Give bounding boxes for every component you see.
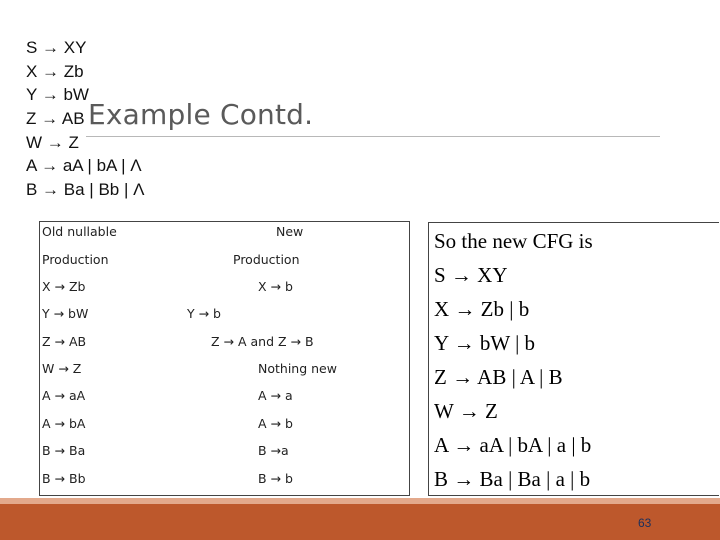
table-header-old-line2: Production xyxy=(42,252,109,267)
table-cell-old: B → Ba xyxy=(42,443,86,458)
table-cell-new: Nothing new xyxy=(258,361,337,376)
original-grammar xyxy=(26,36,144,202)
new-cfg-rule: A → aA | bA | a | b xyxy=(434,433,592,457)
new-cfg-box xyxy=(428,222,719,496)
new-cfg-rule: X → Zb | b xyxy=(434,297,530,321)
table-header-new-line1: New xyxy=(276,224,304,239)
table-cell-old: A → bA xyxy=(42,416,86,431)
new-cfg-rule: Z → AB | A | B xyxy=(434,365,563,389)
grammar-rule: S → XY xyxy=(26,38,87,57)
table-cell-new: B → b xyxy=(258,471,293,486)
table-cell-new: A → b xyxy=(258,416,293,431)
table-header-new-line2: Production xyxy=(233,252,300,267)
new-cfg-rule: S → XY xyxy=(434,263,508,287)
page-number: 63 xyxy=(638,516,652,530)
footer-bar xyxy=(0,504,720,540)
title-underline xyxy=(86,136,660,137)
grammar-rule: A → aA | bA | Λ xyxy=(26,156,142,176)
new-cfg-rule: Y → bW | b xyxy=(434,331,536,355)
table-cell-old: Y → bW xyxy=(42,306,89,321)
slide-title: Example Contd. xyxy=(88,98,314,131)
table-cell-new: B →a xyxy=(258,443,289,458)
table-cell-old: B → Bb xyxy=(42,471,86,486)
grammar-rule: B → Ba | Bb | Λ xyxy=(26,180,145,200)
grammar-rule: Y → bW xyxy=(26,85,89,105)
table-cell-new: A → a xyxy=(258,388,293,403)
table-cell-new: X → b xyxy=(258,279,293,294)
table-cell-old: Z → AB xyxy=(42,334,87,349)
table-cell-new: Y → b xyxy=(187,306,221,321)
new-cfg-heading: So the new CFG is xyxy=(434,229,593,253)
production-table xyxy=(39,221,410,496)
table-cell-old: W → Z xyxy=(42,361,82,376)
grammar-rule: Z → AB xyxy=(26,109,85,129)
table-cell-old: X → Zb xyxy=(42,279,86,294)
new-cfg-rule: W → Z xyxy=(434,399,498,423)
table-cell-new: Z → A and Z → B xyxy=(211,334,314,349)
grammar-rule: W → Z xyxy=(26,132,79,152)
grammar-rule: X → Zb xyxy=(26,61,84,81)
table-cell-old: A → aA xyxy=(42,388,86,403)
table-header-old-line1: Old nullable xyxy=(42,224,117,239)
new-cfg-rule: B → Ba | Ba | a | b xyxy=(434,467,591,491)
